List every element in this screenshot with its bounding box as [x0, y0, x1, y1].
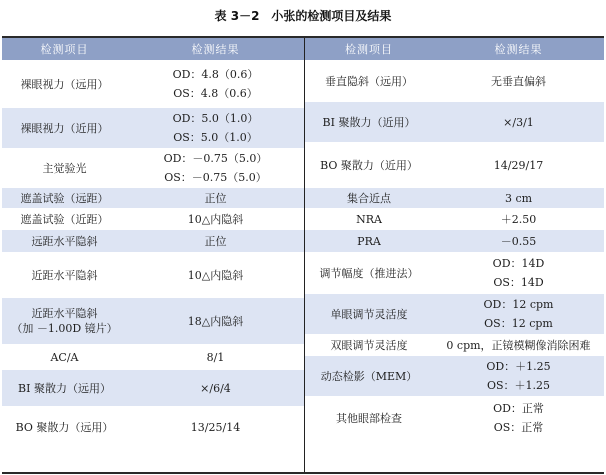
right-item-cell: [305, 252, 433, 294]
result-value: 10△内隐斜: [187, 212, 244, 226]
right-item-cell: [305, 294, 433, 334]
item-label: 近距水平隐斜: [31, 307, 98, 320]
left-result-cell: [127, 188, 304, 208]
right-item-cell: [305, 60, 433, 102]
item-label: 裸眼视力（远用）: [20, 77, 109, 91]
result-value: OD：＋1.25: [486, 360, 551, 373]
result-value: OS：12 cpm: [484, 317, 553, 330]
table-row: [2, 230, 304, 252]
left-result-cell: [127, 252, 304, 298]
left-result-cell: [127, 60, 304, 108]
left-result-cell: [127, 298, 304, 344]
right-item-cell: [305, 208, 433, 230]
right-result-cell: [433, 294, 604, 334]
left-column: [2, 38, 304, 472]
left-result-cell: [127, 344, 304, 370]
right-header-row: [305, 38, 604, 60]
right-item-cell: [305, 334, 433, 356]
result-value: ×/6/4: [200, 381, 231, 395]
item-label: NRA: [356, 212, 382, 226]
left-item-cell: [2, 148, 127, 188]
item-label: BO 聚散力（近用）: [320, 158, 418, 172]
item-label: BO 聚散力（远用）: [15, 420, 114, 434]
left-header-row: [2, 38, 304, 60]
table-row: [305, 334, 604, 356]
item-label: 近距水平隐斜: [31, 268, 98, 282]
result-value: 13/25/14: [190, 420, 241, 434]
item-label: 单眼调节灵活度: [330, 307, 408, 321]
result-value: 8/1: [206, 350, 225, 364]
table-row: [305, 208, 604, 230]
right-result-cell: [433, 334, 604, 356]
result-value: OD：14D: [492, 257, 545, 270]
table-row: [305, 252, 604, 294]
right-item-cell: [305, 396, 433, 440]
result-value: OS：14D: [493, 276, 544, 289]
table-row: [2, 148, 304, 188]
table-row: [2, 298, 304, 344]
item-label: BI 聚散力（远用）: [18, 381, 111, 395]
result-value: 0 cpm，正镜模糊像消除困难: [446, 338, 591, 352]
left-result-cell: [127, 148, 304, 188]
left-item-cell: [2, 298, 127, 344]
item-label: 调节幅度（推进法）: [319, 266, 419, 280]
item-label: 集合近点: [347, 191, 391, 205]
result-value: 14/29/17: [493, 158, 544, 172]
left-result-cell: [127, 108, 304, 148]
left-item-cell: [2, 60, 127, 108]
item-label: 遮盖试验（近距）: [20, 212, 109, 226]
right-result-cell: [433, 356, 604, 396]
item-label: BI 聚散力（近用）: [322, 115, 416, 129]
table-row: [2, 406, 304, 448]
right-item-cell: [305, 142, 433, 188]
result-value: OD：4.8（0.6）: [172, 68, 259, 81]
left-header-item: 检测项目: [40, 42, 89, 56]
result-value: 3 cm: [504, 191, 533, 205]
left-result-cell: [127, 370, 304, 406]
right-result-cell: [433, 60, 604, 102]
result-value: 正位: [204, 234, 227, 248]
table-row: [2, 60, 304, 108]
item-label: AC/A: [50, 350, 79, 364]
left-item-cell: [2, 208, 127, 230]
result-value: 10△内隐斜: [187, 268, 244, 282]
left-item-cell: [2, 370, 127, 406]
table-row: [2, 370, 304, 406]
results-table: [2, 36, 604, 474]
right-result-cell: [433, 208, 604, 230]
left-item-cell: [2, 344, 127, 370]
right-item-cell: [305, 230, 433, 252]
left-result-cell: [127, 406, 304, 448]
table-row: [305, 142, 604, 188]
item-label: PRA: [357, 234, 381, 248]
result-value: ＋2.50: [500, 212, 537, 226]
table-row: [305, 102, 604, 142]
left-result-cell: [127, 208, 304, 230]
right-column: [305, 38, 604, 472]
right-header-item: 检测项目: [345, 42, 393, 56]
table-row: [2, 188, 304, 208]
left-item-cell: [2, 252, 127, 298]
result-value: －0.55: [500, 234, 537, 248]
left-header-result: 检测结果: [191, 42, 240, 56]
result-value: OD：5.0（1.0）: [172, 112, 259, 125]
result-value: OS：5.0（1.0）: [173, 131, 258, 144]
item-label: 裸眼视力（近用）: [20, 121, 109, 135]
table-row: [2, 108, 304, 148]
result-value: 正位: [204, 191, 227, 205]
table-row: [2, 208, 304, 230]
item-label: 主觉验光: [42, 161, 87, 175]
result-value: 无垂直偏斜: [491, 74, 546, 88]
table-row: [305, 188, 604, 208]
result-value: OS：正常: [493, 421, 544, 434]
table-row: [305, 294, 604, 334]
left-item-cell: [2, 230, 127, 252]
result-value: OD：正常: [493, 402, 544, 415]
left-item-cell: [2, 108, 127, 148]
item-label: 动态检影（MEM）: [320, 369, 418, 383]
table-row: [305, 230, 604, 252]
item-label: （加 －1.00D 镜片）: [11, 322, 118, 335]
table-row: [2, 344, 304, 370]
result-value: OS：＋1.25: [486, 379, 551, 392]
item-label: 垂直隐斜（远用）: [325, 74, 413, 88]
result-value: OD：12 cpm: [483, 298, 554, 311]
table-row: [305, 356, 604, 396]
item-label: 遮盖试验（远距）: [20, 191, 109, 205]
item-label: 其他眼部检查: [336, 411, 402, 425]
table-row: [2, 252, 304, 298]
right-result-cell: [433, 102, 604, 142]
right-item-cell: [305, 356, 433, 396]
result-value: 18△内隐斜: [187, 314, 244, 328]
item-label: 远距水平隐斜: [31, 234, 98, 248]
right-item-cell: [305, 188, 433, 208]
right-result-cell: [433, 252, 604, 294]
left-item-cell: [2, 188, 127, 208]
right-result-cell: [433, 142, 604, 188]
result-value: OS：4.8（0.6）: [173, 87, 258, 100]
right-result-cell: [433, 396, 604, 440]
result-value: OD：－0.75（5.0）: [163, 152, 268, 165]
table-row: [305, 60, 604, 102]
right-item-cell: [305, 102, 433, 142]
left-result-cell: [127, 230, 304, 252]
right-result-cell: [433, 230, 604, 252]
result-value: OS：－0.75（5.0）: [164, 171, 267, 184]
left-item-cell: [2, 406, 127, 448]
table-row: [305, 396, 604, 440]
right-result-cell: [433, 188, 604, 208]
right-header-result: 检测结果: [494, 42, 543, 56]
item-label: 双眼调节灵活度: [330, 338, 408, 352]
result-value: ×/3/1: [503, 115, 534, 129]
table-title: 表 3－2 小张的检测项目及结果: [214, 9, 392, 23]
